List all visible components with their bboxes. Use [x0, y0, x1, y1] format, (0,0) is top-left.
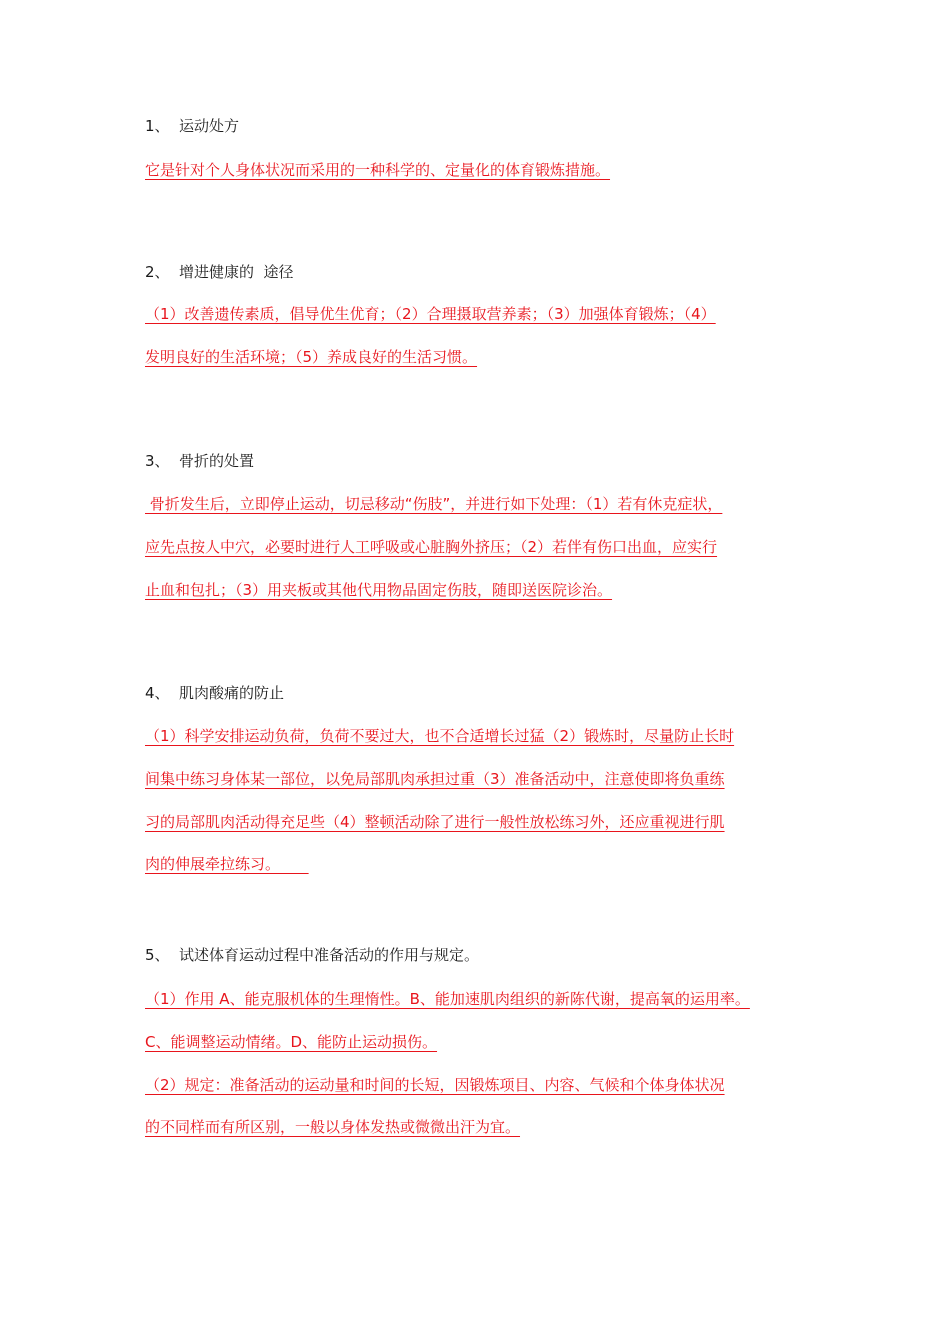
section-3-number: 3、 — [145, 452, 170, 470]
section-4-line-3: 习的局部肌肉活动得充足些（4）整顿活动除了进行一般性放松练习外，还应重视进行肌 — [145, 813, 725, 831]
section-5-line-1: （1）作用 A、能克服机体的生理惰性。B、能加速肌肉组织的新陈代谢，提高氧的运用率。 — [145, 990, 750, 1008]
section-2-line-1: （1）改善遗传素质，倡导优生优育；（2）合理摄取营养素；（3）加强体育锻炼；（4） — [145, 305, 716, 323]
section-4-line-2: 间集中练习身体某一部位，以免局部肌肉承担过重（3）准备活动中，注意使即将负重练 — [145, 770, 725, 788]
section-1-title: 运动处方 — [179, 117, 240, 135]
section-2-title: 增进健康的 途径 — [179, 263, 294, 281]
section-2-line-2: 发明良好的生活环境；（5）养成良好的生活习惯。 — [145, 348, 478, 366]
section-2-number: 2、 — [145, 263, 170, 281]
section-2-heading — [145, 262, 294, 282]
section-5-title: 试述体育运动过程中准备活动的作用与规定。 — [179, 946, 480, 964]
section-4-heading — [145, 683, 284, 703]
section-4-line-1: （1）科学安排运动负荷，负荷不要过大，也不合适增长过猛（2）锻炼时，尽量防止长时 — [145, 727, 735, 745]
section-3-title: 骨折的处置 — [179, 452, 255, 470]
section-1-number: 1、 — [145, 117, 170, 135]
section-5-line-4: 的不同样而有所区别，一般以身体发热或微微出汗为宜。 — [145, 1118, 521, 1136]
section-5-line-3: （2）规定：准备活动的运动量和时间的长短，因锻炼项目、内容、气候和个体身体状况 — [145, 1076, 725, 1094]
section-5-line-2: C、能调整运动情绪。D、能防止运动损伤。 — [145, 1033, 438, 1051]
section-1-heading — [145, 116, 239, 136]
section-4-line-4: 肉的伸展牵拉练习。 — [145, 855, 309, 873]
section-5-heading — [145, 945, 479, 965]
section-3-line-2: 应先点按人中穴，必要时进行人工呼吸或心脏胸外挤压；（2）若伴有伤口出血，应实行 — [145, 538, 718, 556]
section-3-heading — [145, 451, 254, 471]
section-3-line-3: 止血和包扎；（3）用夹板或其他代用物品固定伤肢，随即送医院诊治。 — [145, 581, 613, 599]
section-3-line-1: 骨折发生后，立即停止运动，切忌移动“伤肢”，并进行如下处理：（1）若有休克症状， — [145, 495, 723, 513]
section-4-number: 4、 — [145, 684, 170, 702]
section-1-line-1: 它是针对个人身体状况而采用的一种科学的、定量化的体育锻炼措施。 — [145, 161, 611, 179]
section-4-title: 肌肉酸痛的防止 — [179, 684, 285, 702]
section-5-number: 5、 — [145, 946, 170, 964]
